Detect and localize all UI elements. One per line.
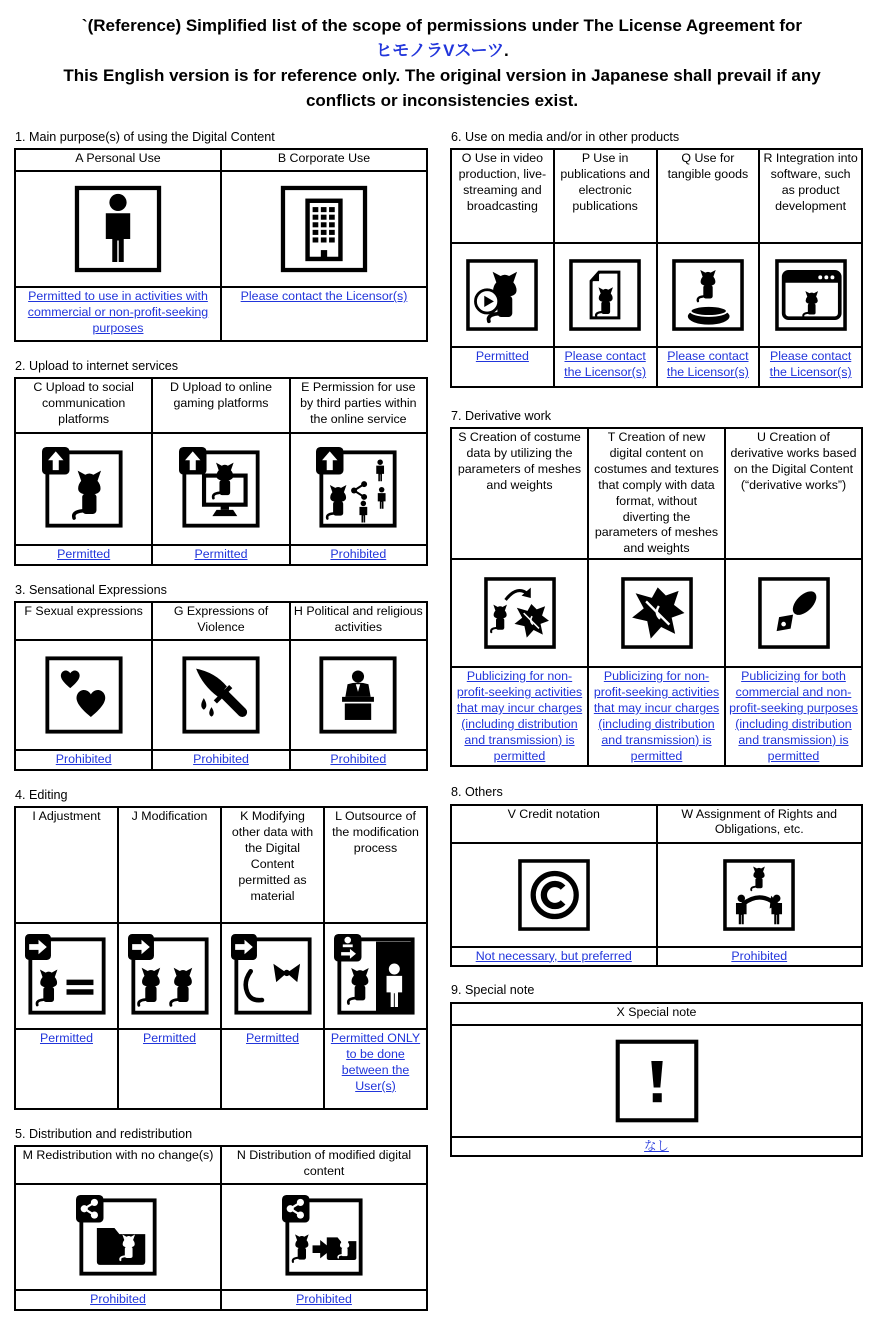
header-E: E Permission for use by third parties within the online service (290, 378, 427, 433)
header-F: F Sexual expressions (15, 602, 152, 640)
section-title: 3. Sensational Expressions (15, 583, 167, 598)
software-window-cat-icon (772, 256, 850, 334)
status-link[interactable]: Publicizing for both commercial and non-profit-seeking purposes (including distribution and transmission) is permitted (729, 669, 858, 763)
status-link[interactable]: Prohibited (731, 948, 788, 963)
header-S: S Creation of costume data by utilizing the parameters of meshes and weights (451, 428, 588, 559)
header-K: K Modifying other data with the Digital Content permitted as material (221, 807, 324, 923)
status-cell-K (221, 1029, 324, 1109)
icon-cell-W (657, 843, 863, 947)
video-cat-icon (463, 256, 541, 334)
status-link[interactable]: Permitted (475, 349, 529, 364)
header-O: O Use in video production, live-streaming and broadcasting (451, 149, 554, 243)
pen-icon (755, 574, 833, 652)
header-L: L Outsource of the modification process (324, 807, 427, 923)
status-link[interactable]: なし (644, 1138, 669, 1153)
header-X: X Special note (451, 1003, 862, 1025)
icon-cell-P (554, 243, 657, 347)
status-link[interactable]: Publicizing for non-profit-seeking activities that may incur charges (including distribution and transmission) is permitted (456, 669, 583, 763)
status-link[interactable]: Permitted to use in activities with commercial or non-profit-seeking purposes (27, 289, 209, 335)
header-H: H Political and religious activities (290, 602, 427, 640)
edit-two-cats-icon (128, 934, 212, 1018)
icon-cell-J (118, 923, 221, 1029)
status-link[interactable]: Please contact the Licensor(s) (769, 349, 852, 379)
icon-cell-R (759, 243, 862, 347)
header-B: B Corporate Use (221, 149, 427, 171)
upload-gaming-cat-icon (179, 447, 263, 531)
status-cell-J (118, 1029, 221, 1109)
status-link[interactable]: Not necessary, but preferred (475, 948, 632, 963)
icon-cell-Q (657, 243, 760, 347)
icon-cell-H (290, 640, 427, 750)
icon-cell-E (290, 433, 427, 545)
status-cell-I (15, 1029, 118, 1109)
copyright-icon (515, 856, 593, 934)
status-cell-N (221, 1290, 427, 1310)
hearts-icon (42, 653, 126, 737)
right-column (450, 130, 863, 1174)
permission-table-8 (450, 804, 863, 968)
icon-cell-G (152, 640, 289, 750)
status-cell-D (152, 545, 289, 565)
section-others (450, 785, 863, 967)
status-link[interactable]: Permitted (245, 1031, 300, 1046)
status-cell-R (759, 347, 862, 387)
status-cell-G (152, 750, 289, 770)
section-title: 1. Main purpose(s) of using the Digital Content (15, 130, 275, 144)
permission-table-2 (14, 377, 428, 566)
permission-table-3 (14, 601, 428, 771)
edit-cat-material-icon (231, 934, 315, 1018)
share-modified-folder-icon (282, 1195, 366, 1279)
status-cell-T (588, 667, 725, 766)
icon-cell-D (152, 433, 289, 545)
publication-cat-icon (566, 256, 644, 334)
permission-table-7 (450, 427, 863, 767)
knife-blood-icon (179, 653, 263, 737)
status-link[interactable]: Prohibited (330, 547, 387, 562)
product-name-link[interactable]: ヒモノラVスーツ (375, 40, 504, 60)
status-link[interactable]: Permitted (39, 1031, 94, 1046)
icon-cell-U (725, 559, 862, 667)
status-cell-F (15, 750, 152, 770)
section-media (450, 130, 863, 388)
section-title: 6. Use on media and/or in other products (451, 130, 680, 144)
header-I: I Adjustment (15, 807, 118, 923)
permission-table-4 (14, 806, 428, 1110)
header-U: U Creation of derivative works based on the Digital Content (“derivative works”) (725, 428, 862, 559)
icon-cell-O (451, 243, 554, 347)
status-cell-W (657, 947, 863, 967)
icon-cell-V (451, 843, 657, 947)
edit-cat-equals-icon (25, 934, 109, 1018)
title-line-2: This English version is for reference only. The original version in Japanese shall prevail if any conflicts or inconsistencies exist. (63, 65, 821, 110)
header-R: R Integration into software, such as product development (759, 149, 862, 243)
status-cell-E (290, 545, 427, 565)
status-link[interactable]: Prohibited (330, 752, 387, 767)
icon-cell-M (15, 1184, 221, 1290)
section-upload (14, 359, 428, 566)
status-cell-H (290, 750, 427, 770)
status-cell-P (554, 347, 657, 387)
header-Q: Q Use for tangible goods (657, 149, 760, 243)
section-derivative (450, 409, 863, 767)
header-M: M Redistribution with no change(s) (15, 1146, 221, 1184)
icon-cell-I (15, 923, 118, 1029)
person-icon (71, 182, 165, 276)
status-link[interactable]: Publicizing for non-profit-seeking activities that may incur charges (including distribution and transmission) is permitted (593, 669, 720, 763)
header-V: V Credit notation (451, 805, 657, 843)
header-T: T Creation of new digital content on costumes and textures that comply with data format, without diverting the parameters of meshes and weights (588, 428, 725, 559)
upload-cat-icon (42, 447, 126, 531)
upload-share-users-icon (316, 447, 400, 531)
building-icon (277, 182, 371, 276)
section-special-note (450, 983, 863, 1157)
icon-cell-K (221, 923, 324, 1029)
section-title: 8. Others (451, 785, 503, 800)
podium-speaker-icon (316, 653, 400, 737)
outsource-icon (334, 934, 418, 1018)
status-link[interactable]: Please contact the Licensor(s) (240, 289, 408, 304)
status-cell-A (15, 287, 221, 341)
header-D: D Upload to online gaming platforms (152, 378, 289, 433)
exclamation-icon (612, 1036, 702, 1126)
status-link[interactable]: Permitted (142, 1031, 197, 1046)
status-link[interactable]: Prohibited (193, 752, 249, 767)
header-G: G Expressions of Violence (152, 602, 289, 640)
section-title: 7. Derivative work (451, 409, 552, 424)
costume-icon (618, 574, 696, 652)
status-link[interactable]: Prohibited (296, 1292, 352, 1307)
status-link[interactable]: Please contact the Licensor(s) (666, 349, 749, 379)
icon-cell-T (588, 559, 725, 667)
section-distribution (14, 1127, 428, 1311)
icon-cell-A (15, 171, 221, 287)
icon-cell-N (221, 1184, 427, 1290)
status-link[interactable]: Prohibited (55, 752, 112, 767)
icon-cell-B (221, 171, 427, 287)
share-folder-cat-icon (76, 1195, 160, 1279)
status-cell-B (221, 287, 427, 341)
status-cell-Q (657, 347, 760, 387)
status-link[interactable]: Permitted ONLY to be done between the User(s) (330, 1031, 421, 1093)
cat-to-costume-icon (481, 574, 559, 652)
status-cell-C (15, 545, 152, 565)
section-title: 5. Distribution and redistribution (15, 1127, 193, 1142)
icon-cell-X (451, 1025, 862, 1137)
header-C: C Upload to social communication platforms (15, 378, 152, 433)
permission-table-5 (14, 1145, 428, 1311)
title-line-1: `(Reference) Simplified list of the scope of permissions under The License Agreement for (81, 16, 803, 35)
section-title: 4. Editing (15, 788, 68, 803)
section-title: 9. Special note (451, 983, 535, 998)
status-cell-X (451, 1137, 862, 1157)
icon-cell-L (324, 923, 427, 1029)
status-cell-V (451, 947, 657, 967)
icon-cell-F (15, 640, 152, 750)
status-link[interactable]: Permitted (57, 547, 111, 562)
status-link[interactable]: Prohibited (90, 1292, 146, 1307)
header-W: W Assignment of Rights and Obligations, etc. (657, 805, 863, 843)
header-J: J Modification (118, 807, 221, 923)
section-sensational (14, 583, 428, 771)
status-cell-L (324, 1029, 427, 1109)
status-cell-M (15, 1290, 221, 1310)
section-title: 2. Upload to internet services (15, 359, 179, 374)
figurine-cat-icon (669, 256, 747, 334)
status-cell-U (725, 667, 862, 766)
status-link[interactable]: Please contact the Licensor(s) (564, 349, 647, 379)
header-A: A Personal Use (15, 149, 221, 171)
product-suffix: . (503, 40, 509, 60)
document-title (28, 14, 856, 114)
permission-table-6 (450, 148, 863, 388)
title-product-line (28, 39, 856, 64)
status-cell-O (451, 347, 554, 387)
section-main-purpose (14, 130, 428, 342)
status-link[interactable]: Permitted (194, 547, 248, 562)
assignment-cat-people-icon (720, 856, 798, 934)
icon-cell-S (451, 559, 588, 667)
header-N: N Distribution of modified digital content (221, 1146, 427, 1184)
header-P: P Use in publications and electronic publications (554, 149, 657, 243)
status-cell-S (451, 667, 588, 766)
icon-cell-C (15, 433, 152, 545)
permission-table-9 (450, 1002, 863, 1158)
permission-table-1 (14, 148, 428, 342)
left-column (14, 130, 428, 1328)
section-editing (14, 788, 428, 1110)
